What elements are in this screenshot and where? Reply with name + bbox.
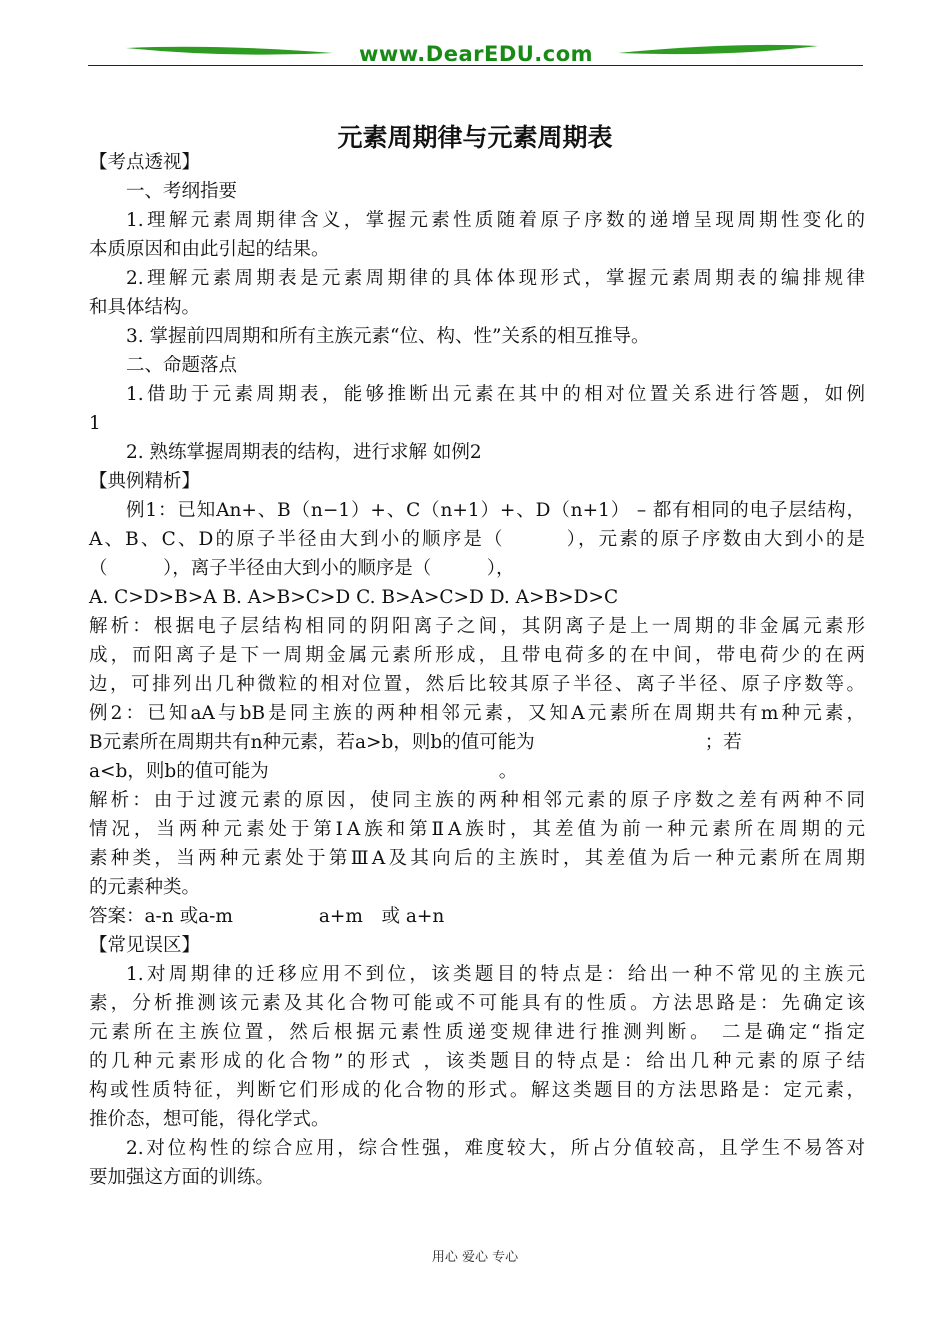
text-line: 的几种元素形成的化合物”的形式 ，该类题目的特点是：给出几种元素的原子结	[89, 1051, 865, 1072]
answer-text: a+m 或 a+n	[318, 906, 445, 927]
text-line: 1.对周期律的迁移应用不到位，该类题目的特点是：给出一种不常见的主族元	[126, 964, 865, 985]
answer-text: 答案：a-n 或a-m	[89, 906, 233, 927]
text-line: 2. 熟练掌握周期表的结构，进行求解 如例2	[126, 442, 482, 463]
example-line: 例2：已知aA与bB是同主族的两种相邻元素，又知A元素所在周期共有m种元素，	[89, 703, 865, 724]
example-line: 例1：已知An+、B（n−1）+、C（n+1）+、D（n+1） – 都有相同的电子层结构，	[126, 500, 865, 521]
example-line: A、B、C、D的原子半径由大到小的顺序是（ ），元素的原子序数由大到小的是	[89, 529, 865, 550]
text-line: 3. 掌握前四周期和所有主族元素“位、构、性”关系的相互推导。	[126, 326, 650, 347]
section-heading: 【常见误区】	[89, 935, 201, 956]
example-text: ；若	[704, 732, 742, 753]
text-line: 和具体结构。	[89, 297, 201, 318]
analysis-line: 边，可排列出几种微粒的相对位置，然后比较其原子半径、离子半径、原子序数等。	[89, 674, 865, 695]
analysis-line: 情况，当两种元素处于第ⅠA族和第ⅡA族时，其差值为前一种元素所在周期的元	[89, 819, 865, 840]
analysis-line: 素种类，当两种元素处于第ⅢA及其向后的主族时，其差值为后一种元素所在周期	[89, 848, 865, 869]
text-line: 2.对位构性的综合应用，综合性强，难度较大，所占分值较高，且学生不易答对	[126, 1138, 865, 1159]
subheading: 一、考纲指要	[126, 181, 238, 202]
header-rule	[88, 65, 863, 66]
subheading: 二、命题落点	[126, 355, 238, 376]
analysis-line: 解析：根据电子层结构相同的阴阳离子之间，其阴离子是上一周期的非金属元素形	[89, 616, 865, 637]
text-line: 1.借助于元素周期表，能够推断出元素在其中的相对位置关系进行答题，如例	[126, 384, 865, 405]
analysis-line: 成，而阳离子是下一周期金属元素所形成，且带电荷多的在中间，带电荷少的在两	[89, 645, 865, 666]
section-heading: 【考点透视】	[89, 152, 201, 173]
analysis-line: 的元素种类。	[89, 877, 201, 898]
analysis-line: 解析：由于过渡元素的原因，使同主族的两种相邻元素的原子序数之差有两种不同	[89, 790, 865, 811]
document-body	[89, 148, 865, 1192]
example-line	[89, 757, 865, 786]
text-line: 1.理解元素周期律含义，掌握元素性质随着原子序数的递增呈现周期性变化的	[126, 210, 865, 231]
example-text: 。	[498, 761, 518, 782]
text-line: 推价态，想可能，得化学式。	[89, 1109, 330, 1130]
text-line: 元素所在主族位置，然后根据元素性质递变规律进行推测判断。 二是确定“指定	[89, 1022, 865, 1043]
example-line	[89, 728, 865, 757]
example-text: a<b，则b的值可能为	[89, 761, 269, 782]
answer-options: A. C>D>B>A B. A>B>C>D C. B>A>C>D D. A>B>D>C	[89, 587, 619, 608]
text-line: 素，分析推测该元素及其化合物可能或不可能具有的性质。方法思路是：先确定该	[89, 993, 865, 1014]
document-title: 元素周期律与元素周期表	[337, 123, 613, 152]
page-footer: 用心 爱心 专心	[431, 1250, 519, 1265]
header-url: www.DearEDU.com	[358, 42, 594, 66]
header-banner	[88, 38, 864, 72]
text-line: 1	[89, 413, 101, 434]
text-line: 本质原因和由此引起的结果。	[89, 239, 330, 260]
answer-line	[89, 902, 865, 931]
text-line: 要加强这方面的训练。	[89, 1167, 275, 1188]
example-text: B元素所在周期共有n种元素，若a>b，则b的值可能为	[89, 732, 535, 753]
example-line: （ ），离子半径由大到小的顺序是（ ），	[89, 558, 515, 579]
text-line: 2.理解元素周期表是元素周期律的具体体现形式，掌握元素周期表的编排规律	[126, 268, 865, 289]
section-heading: 【典例精析】	[89, 471, 201, 492]
text-line: 构或性质特征，判断它们形成的化合物的形式。解这类题目的方法思路是：定元素，	[89, 1080, 865, 1101]
